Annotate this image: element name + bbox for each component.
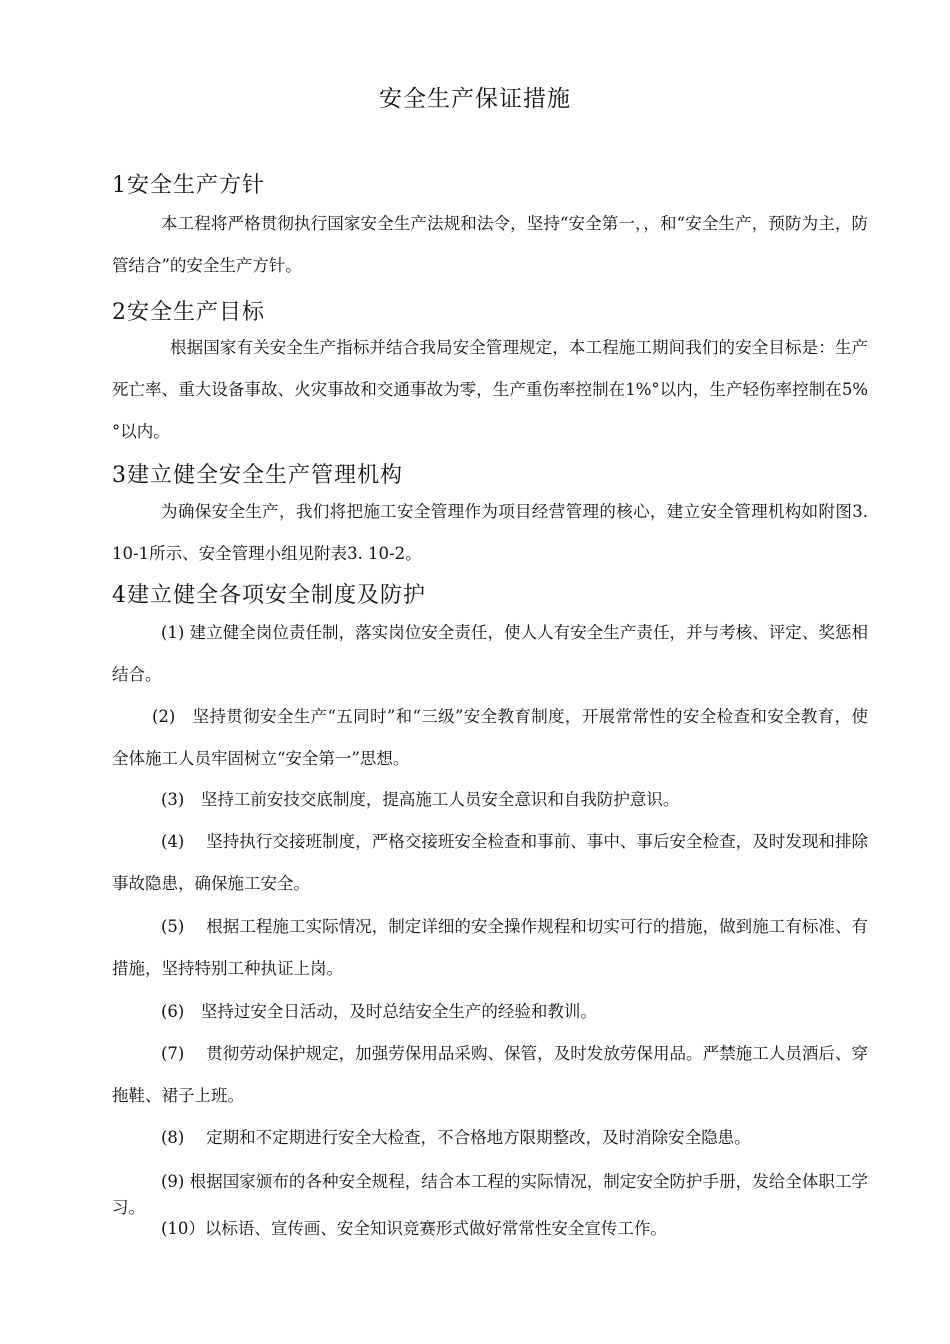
list-item: (3) 坚持工前安技交底制度，提高施工人员安全意识和自我防护意识。 [161,790,680,809]
list-item: (4) 坚持执行交接班制度，严格交接班安全检查和事前、事中、事后安全检查，及时发现和排除事故隐患，确保施工安全。 [112,832,868,893]
paragraph: 为确保安全生产，我们将把施工安全管理作为项目经营管理的核心，建立安全管理机构如附图3. 10-1所示、安全管理小组见附表3. 10-2。 [112,502,868,563]
list-item: (6) 坚持过安全日活动，及时总结安全生产的经验和教训。 [161,1002,597,1021]
document-title: 安全生产保证措施 [379,86,571,112]
list-item: (1) 建立健全岗位责任制，落实岗位安全责任，使人人有安全生产责任，并与考核、评定、奖惩相结合。 [112,623,868,684]
paragraph: 本工程将严格贯彻执行国家安全生产法规和法令，坚持“安全第一，，和“安全生产，预防为主，防管结合”的安全生产方针。 [112,214,868,275]
list-item: (2) 坚持贯彻安全生产“五同时”和“三级”安全教育制度，开展常常性的安全检查和安全教育，使全体施工人员牢固树立“安全第一”思想。 [112,707,868,768]
section-heading-1: 1安全生产方针 [112,173,265,198]
section-heading-3: 3建立健全安全生产管理机构 [112,463,403,488]
section-heading-4: 4建立健全各项安全制度及防护 [112,583,426,608]
list-item: (7) 贯彻劳动保护规定，加强劳保用品采购、保管，及时发放劳保用品。严禁施工人员酒后、穿拖鞋、裙子上班。 [112,1044,868,1105]
paragraph: 根据国家有关安全生产指标并结合我局安全管理规定，本工程施工期间我们的安全目标是：生产死亡率、重大设备事故、火灾事故和交通事故为零，生产重伤率控制在1%°以内，生产轻伤率控制在5%°以内。 [112,338,868,441]
list-item: (10）以标语、宣传画、安全知识竞赛形式做好常常性安全宣传工作。 [161,1219,667,1238]
list-item: (9) 根据国家颁布的各种安全规程，结合本工程的实际情况，制定安全防护手册，发给全体职工学习。 [112,1172,868,1217]
list-item: (8) 定期和不定期进行安全大检查，不合格地方限期整改，及时消除安全隐患。 [161,1128,751,1147]
section-heading-2: 2安全生产目标 [112,300,265,325]
list-item: (5) 根据工程施工实际情况，制定详细的安全操作规程和切实可行的措施，做到施工有标准、有措施，坚持特别工种执证上岗。 [112,917,868,978]
